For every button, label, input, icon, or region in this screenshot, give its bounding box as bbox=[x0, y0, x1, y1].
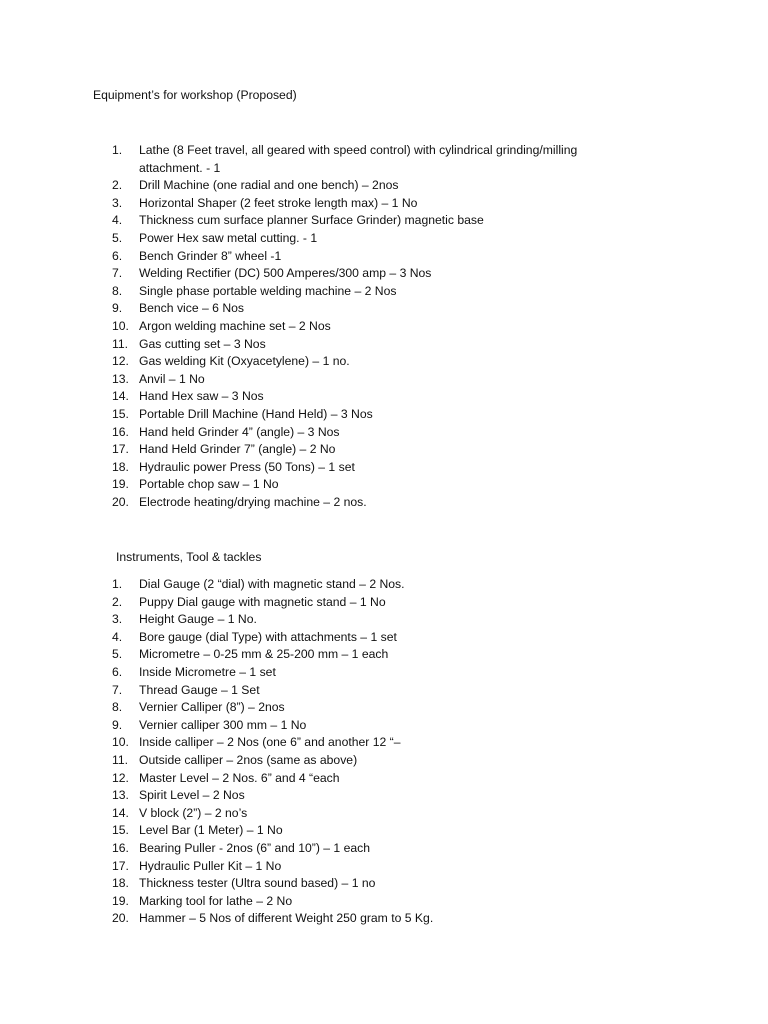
equipment-list bbox=[112, 142, 632, 511]
list-item bbox=[112, 629, 632, 647]
item-text: Gas welding Kit (Oxyacetylene) – 1 no. bbox=[139, 354, 350, 369]
item-number: 5. bbox=[112, 647, 123, 662]
list-item bbox=[112, 840, 632, 858]
item-number: 3. bbox=[112, 612, 123, 627]
list-item bbox=[112, 195, 632, 213]
item-text: Gas cutting set – 3 Nos bbox=[139, 336, 266, 351]
item-number: 17. bbox=[112, 858, 129, 873]
list-item bbox=[112, 787, 632, 805]
list-item bbox=[112, 646, 632, 664]
list-item bbox=[112, 910, 632, 928]
list-item bbox=[112, 388, 632, 406]
item-text: Horizontal Shaper (2 feet stroke length max) – 1 No bbox=[139, 195, 418, 210]
list-item bbox=[112, 441, 632, 459]
item-text: Portable Drill Machine (Hand Held) – 3 Nos bbox=[139, 406, 373, 421]
item-text: Height Gauge – 1 No. bbox=[139, 612, 257, 627]
list-item bbox=[112, 371, 632, 389]
list-item bbox=[112, 318, 632, 336]
list-item bbox=[112, 875, 632, 893]
item-text: Lathe (8 Feet travel, all geared with speed control) with cylindrical grinding/milling attachment. - 1 bbox=[139, 143, 578, 175]
item-number: 18. bbox=[112, 876, 129, 891]
item-number: 2. bbox=[112, 178, 123, 193]
item-text: V block (2”) – 2 no’s bbox=[139, 805, 248, 820]
list-item bbox=[112, 682, 632, 700]
list-item bbox=[112, 611, 632, 629]
item-number: 6. bbox=[112, 248, 123, 263]
item-text: Inside calliper – 2 Nos (one 6” and another 12 “– bbox=[139, 735, 401, 750]
item-number: 3. bbox=[112, 195, 123, 210]
list-item bbox=[112, 805, 632, 823]
item-number: 15. bbox=[112, 823, 129, 838]
item-number: 1. bbox=[112, 143, 123, 157]
list-item bbox=[112, 476, 632, 494]
list-item bbox=[112, 594, 632, 612]
item-text: Argon welding machine set – 2 Nos bbox=[139, 318, 331, 333]
item-number: 13. bbox=[112, 788, 129, 803]
item-text: Hand Hex saw – 3 Nos bbox=[139, 389, 264, 404]
item-text: Puppy Dial gauge with magnetic stand – 1 No bbox=[139, 594, 386, 609]
item-text: Marking tool for lathe – 2 No bbox=[139, 893, 293, 908]
item-number: 12. bbox=[112, 354, 129, 369]
item-number: 9. bbox=[112, 301, 123, 316]
list-item bbox=[112, 142, 632, 177]
item-number: 16. bbox=[112, 424, 129, 439]
list-item bbox=[112, 212, 632, 230]
item-number: 2. bbox=[112, 594, 123, 609]
item-text: Portable chop saw – 1 No bbox=[139, 477, 279, 492]
item-text: Power Hex saw metal cutting. - 1 bbox=[139, 230, 318, 245]
item-text: Hammer – 5 Nos of different Weight 250 gram to 5 Kg. bbox=[139, 911, 434, 926]
list-item bbox=[112, 822, 632, 840]
item-number: 8. bbox=[112, 700, 123, 715]
list-item bbox=[112, 734, 632, 752]
item-number: 14. bbox=[112, 389, 129, 404]
item-number: 4. bbox=[112, 629, 123, 644]
item-number: 1. bbox=[112, 577, 123, 591]
item-text: Master Level – 2 Nos. 6” and 4 “each bbox=[139, 770, 340, 785]
item-text: Micrometre – 0-25 mm & 25-200 mm – 1 each bbox=[139, 647, 389, 662]
list-item bbox=[112, 752, 632, 770]
item-text: Hydraulic Puller Kit – 1 No bbox=[139, 858, 282, 873]
item-number: 18. bbox=[112, 459, 129, 474]
item-text: Hand Held Grinder 7” (angle) – 2 No bbox=[139, 442, 336, 457]
list-item bbox=[112, 699, 632, 717]
list-item bbox=[112, 353, 632, 371]
list-item bbox=[112, 717, 632, 735]
item-text: Bearing Puller - 2nos (6” and 10”) – 1 each bbox=[139, 840, 371, 855]
list-item bbox=[112, 248, 632, 266]
item-text: Level Bar (1 Meter) – 1 No bbox=[139, 823, 283, 838]
list-item bbox=[112, 494, 632, 512]
item-text: Inside Micrometre – 1 set bbox=[139, 664, 276, 679]
list-item bbox=[112, 177, 632, 195]
item-number: 12. bbox=[112, 770, 129, 785]
list-item bbox=[112, 336, 632, 354]
item-text: Drill Machine (one radial and one bench) – 2nos bbox=[139, 178, 399, 193]
list-item bbox=[112, 459, 632, 477]
item-text: Vernier calliper 300 mm – 1 No bbox=[139, 717, 307, 732]
item-number: 20. bbox=[112, 494, 129, 509]
item-number: 20. bbox=[112, 911, 129, 926]
item-number: 10. bbox=[112, 318, 129, 333]
item-number: 10. bbox=[112, 735, 129, 750]
item-number: 19. bbox=[112, 893, 129, 908]
item-number: 15. bbox=[112, 406, 129, 421]
item-number: 17. bbox=[112, 442, 129, 457]
list-item bbox=[112, 770, 632, 788]
item-number: 6. bbox=[112, 664, 123, 679]
item-text: Thickness cum surface planner Surface Grinder) magnetic base bbox=[139, 213, 484, 228]
instruments-heading: Instruments, Tool & tackles bbox=[116, 550, 262, 564]
list-item bbox=[112, 283, 632, 301]
list-item bbox=[112, 576, 632, 594]
item-text: Thread Gauge – 1 Set bbox=[139, 682, 260, 697]
item-text: Spirit Level – 2 Nos bbox=[139, 788, 245, 803]
item-number: 11. bbox=[112, 752, 129, 767]
item-text: Hydraulic power Press (50 Tons) – 1 set bbox=[139, 459, 355, 474]
document-title: Equipment’s for workshop (Proposed) bbox=[93, 88, 297, 102]
list-item bbox=[112, 858, 632, 876]
item-number: 11. bbox=[112, 336, 129, 351]
item-text: Hand held Grinder 4” (angle) – 3 Nos bbox=[139, 424, 340, 439]
item-number: 7. bbox=[112, 266, 123, 281]
item-text: Welding Rectifier (DC) 500 Amperes/300 amp – 3 Nos bbox=[139, 266, 432, 281]
item-number: 7. bbox=[112, 682, 123, 697]
item-text: Bore gauge (dial Type) with attachments – 1 set bbox=[139, 629, 397, 644]
item-number: 19. bbox=[112, 477, 129, 492]
list-item bbox=[112, 230, 632, 248]
item-text: Bench Grinder 8” wheel -1 bbox=[139, 248, 282, 263]
list-item bbox=[112, 265, 632, 283]
item-number: 9. bbox=[112, 717, 123, 732]
item-text: Vernier Calliper (8”) – 2nos bbox=[139, 700, 285, 715]
item-number: 14. bbox=[112, 805, 129, 820]
item-text: Dial Gauge (2 “dial) with magnetic stand – 2 Nos. bbox=[139, 577, 405, 591]
item-number: 13. bbox=[112, 371, 129, 386]
item-number: 5. bbox=[112, 230, 123, 245]
instruments-list bbox=[112, 576, 632, 928]
item-text: Outside calliper – 2nos (same as above) bbox=[139, 752, 358, 767]
item-number: 8. bbox=[112, 283, 123, 298]
item-text: Single phase portable welding machine – 2 Nos bbox=[139, 283, 397, 298]
list-item bbox=[112, 664, 632, 682]
list-item bbox=[112, 893, 632, 911]
item-text: Bench vice – 6 Nos bbox=[139, 301, 245, 316]
item-text: Electrode heating/drying machine – 2 nos. bbox=[139, 494, 367, 509]
item-number: 16. bbox=[112, 840, 129, 855]
item-text: Thickness tester (Ultra sound based) – 1 no bbox=[139, 876, 376, 891]
item-number: 4. bbox=[112, 213, 123, 228]
list-item bbox=[112, 424, 632, 442]
item-text: Anvil – 1 No bbox=[139, 371, 205, 386]
list-item bbox=[112, 300, 632, 318]
list-item bbox=[112, 406, 632, 424]
